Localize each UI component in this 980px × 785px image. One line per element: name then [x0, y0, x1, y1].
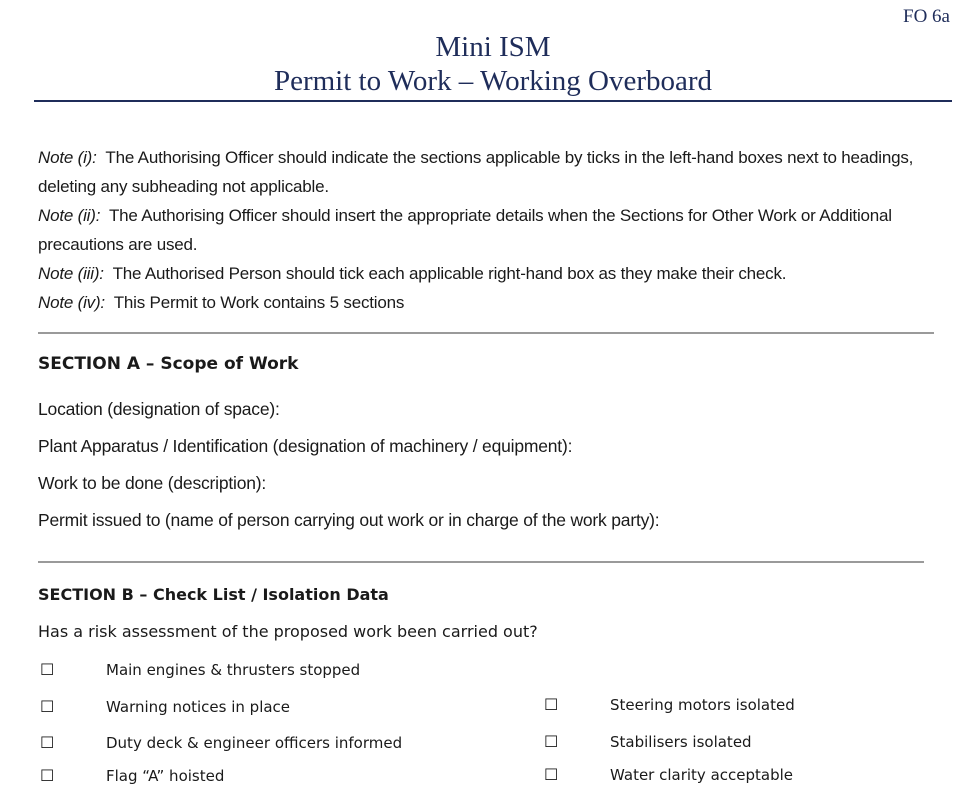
note-label: Note (ii): [38, 206, 101, 225]
note-ii [38, 201, 948, 259]
note-i [38, 143, 948, 201]
work-description-field[interactable]: Work to be done (description): [38, 473, 267, 493]
note-text: This Permit to Work contains 5 sections [113, 293, 405, 312]
permit-issued-to-field[interactable]: Permit issued to (name of person carrying out work or in charge of the work party): [38, 510, 660, 530]
section-b-divider [38, 561, 924, 563]
note-label: Note (iv): [38, 293, 105, 312]
note-label: Note (i): [38, 148, 97, 167]
check-item-label: Warning notices in place [106, 698, 291, 716]
check-item-label: Flag “A” hoisted [106, 767, 225, 785]
check-item-label: Steering motors isolated [610, 696, 795, 714]
title-divider [34, 100, 952, 102]
form-code: FO 6a [903, 6, 950, 27]
location-field[interactable]: Location (designation of space): [38, 399, 280, 419]
title-line-2: Permit to Work – Working Overboard [273, 65, 713, 97]
checkbox[interactable]: ☐ [544, 732, 559, 751]
section-a-divider [38, 332, 934, 334]
check-item-label: Main engines & thrusters stopped [106, 661, 361, 679]
section-b-heading: SECTION B – Check List / Isolation Data [38, 585, 389, 604]
title-line-1: Mini ISM [435, 31, 551, 63]
check-item-label: Duty deck & engineer officers informed [106, 734, 403, 752]
plant-apparatus-field[interactable]: Plant Apparatus / Identification (designation of machinery / equipment): [38, 436, 573, 456]
checkbox[interactable]: ☐ [40, 697, 55, 716]
page-title [0, 30, 980, 98]
note-text: The Authorising Officer should indicate the sections applicable by ticks in the left-hand boxes next to headings, deleting any subheading not applicable. [38, 148, 914, 196]
check-item-label: Water clarity acceptable [610, 766, 794, 784]
section-a-heading: SECTION A – Scope of Work [38, 354, 299, 374]
note-iv [38, 288, 948, 317]
note-label: Note (iii): [38, 264, 104, 283]
note-text: The Authorised Person should tick each applicable right-hand box as they make their check. [112, 264, 787, 283]
note-text: The Authorising Officer should insert the appropriate details when the Sections for Other Work or Additional precautions are used. [38, 206, 892, 254]
note-iii [38, 259, 948, 288]
risk-assessment-question: Has a risk assessment of the proposed work been carried out? [38, 622, 538, 641]
checkbox[interactable]: ☐ [544, 695, 559, 714]
checkbox[interactable]: ☐ [544, 765, 559, 784]
check-item-label: Stabilisers isolated [610, 733, 752, 751]
checkbox[interactable]: ☐ [40, 733, 55, 752]
checkbox[interactable]: ☐ [40, 766, 55, 785]
notes-block [38, 143, 948, 317]
checkbox[interactable]: ☐ [40, 660, 55, 679]
